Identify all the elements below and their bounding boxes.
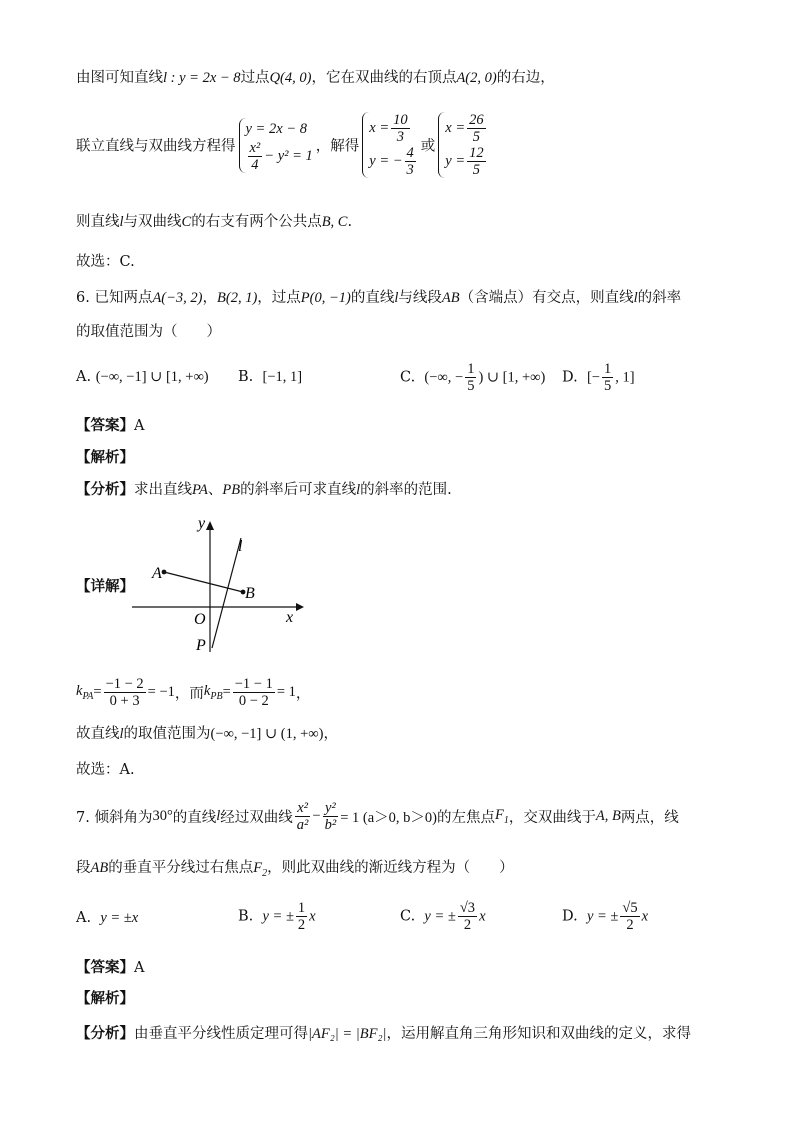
sys-row [369,145,418,178]
text: 的垂直平分线过右焦点 [108,860,254,876]
math: l [119,214,124,230]
val: = −1 [147,684,175,700]
text: 或 [420,138,436,155]
text: 的斜率的范围. [360,482,452,498]
option-text: y = ± [262,908,294,925]
frac-den: 2 [626,917,634,933]
answer-value: A [134,418,145,434]
q6-fenxi [76,480,452,500]
option-text: y = ± [424,908,456,925]
frac-den: 4 [251,156,259,173]
frac-den: 5 [603,378,612,394]
option-text: [− [586,369,600,386]
option-label: A. [76,910,92,926]
q6-jiexi: 【解析】 [76,449,134,466]
math: (−∞, −1] ∪ (1, +∞) [210,726,324,742]
q7-option-d[interactable] [562,900,648,933]
text: 的右边， [496,70,555,86]
math: P(0, −1) [300,290,351,306]
fenxi-tag: 【分析】 [76,481,134,498]
text: 的斜率 [637,290,682,306]
q7-option-b[interactable] [238,900,316,933]
frac-num: x² [249,139,261,156]
eq: = [93,684,102,700]
frac-den: a² [296,817,309,833]
label-b: B [245,585,255,602]
f: F [494,807,504,824]
q7-fenxi [76,1024,691,1044]
q6-answer [76,416,144,436]
text: 过点 [240,70,270,86]
frac-num: √3 [459,900,476,916]
text: ，运用解直角三角形知识和双曲线的定义，求得 [386,1026,691,1042]
q6-option-c[interactable] [400,361,545,394]
math: l [356,482,361,498]
sub: 1 [503,814,509,826]
frac-num: 4 [406,145,414,161]
point-a [162,570,167,575]
text: 联立直线与双曲线方程得 [76,138,236,155]
q7-option-c[interactable] [400,900,486,933]
math: AB [441,290,460,306]
math-line-eq: l : y = 2x − 8 [163,70,241,86]
frac-num: 12 [469,145,484,161]
eq: = [222,684,231,700]
text: ，解得 [315,138,360,155]
math: A(−3, 2) [152,290,203,306]
sol-x: x = [369,119,390,136]
sys-row [369,112,418,145]
text: ， [202,290,218,306]
q6-option-d[interactable] [562,361,635,394]
text: 的左焦点 [436,810,495,826]
option-text: x [479,908,486,925]
text: 由图可知直线 [76,70,163,86]
math: l [633,290,638,306]
q6-stem-line2: 的取值范围为（ ） [76,324,221,340]
text: （含端点）有交点，则直线 [459,290,634,306]
text: ，它在双曲线的右顶点 [311,70,457,86]
q7-jiexi: 【解析】 [76,990,134,1007]
q6-xiangjie: 【详解】 [76,578,134,595]
answer-tag: 【答案】 [76,417,134,434]
frac-num: 26 [469,112,484,128]
q6-option-b[interactable] [238,369,302,386]
option-label: A. [76,369,92,385]
q6-option-a[interactable] [76,369,209,386]
math: l [216,808,221,824]
sub: PB [210,690,223,702]
option-text: (−∞, − [424,369,464,386]
option-text: (−∞, −1] ∪ [1, +∞) [95,369,209,385]
q7-option-a[interactable] [76,910,138,927]
answer-value: A [134,960,145,976]
q6-answer-line: 故选：A. [76,762,135,778]
frac-den: 2 [463,917,472,933]
math: PA [192,482,208,498]
text: ， [323,726,338,742]
sub: PA [82,690,94,702]
line-l [212,538,241,648]
answer-tag: 【答案】 [76,959,134,976]
frac-num: −1 − 2 [105,676,144,692]
text: 则直线 [76,214,120,230]
text: 与线段 [398,290,442,306]
q6-range [76,724,338,744]
option-text: x [641,908,649,925]
sol5-answer: 故选：C. [76,254,135,270]
text: 故直线 [76,726,120,742]
q6-slopes [76,676,310,709]
text: 的直线 [172,810,217,826]
label-l: l [238,538,243,555]
frac-num: −1 − 1 [234,676,273,692]
f: F [253,860,263,876]
frac-den: 2 [297,917,306,933]
equation-system-1 [239,118,313,173]
option-label: D. [562,908,578,925]
option-label: C. [400,369,416,386]
k: k [203,683,211,700]
sol5-line3 [76,212,352,232]
text: 的直线 [350,290,395,306]
math: B(2, 1) [217,290,258,306]
sol-y: y = [445,152,466,169]
text: 经过双曲线 [220,810,293,826]
sys-row [445,145,487,178]
math: B, C [321,214,348,230]
sys-row [246,140,313,173]
math: PB [222,482,241,498]
option-text: , 1] [615,369,635,386]
sys-row: y = 2x − 8 [245,120,307,137]
option-text: [−1, 1] [262,369,303,385]
text: ，过点 [257,290,301,306]
minus: − [312,808,321,824]
q7-stem-line1 [76,800,679,833]
text: ，而 [174,686,204,702]
frac-den: 5 [472,162,481,178]
math: = 1 (a＞0, b＞0) [340,810,437,826]
k: k [76,683,83,700]
option-text: y = ±x [100,910,139,926]
text: 与双曲线 [123,214,182,230]
x-axis-arrow [296,603,304,611]
q7-stem-line2 [76,858,514,884]
option-text: ) ∪ [1, +∞) [478,369,546,386]
frac-num: 10 [393,112,408,128]
option-label: C. [400,908,416,925]
label-o: O [194,611,206,628]
frac-den: 5 [472,129,481,145]
text: ，则此双曲线的渐近线方程为（ ） [267,860,514,876]
text: 求出直线 [134,482,192,498]
sys-row [445,112,487,145]
label-x: x [286,609,294,626]
label-p: P [196,637,206,654]
kpb-symbol [203,683,223,702]
option-text: x [309,908,316,925]
coordinate-graph [128,516,308,658]
frac-den: 0 + 3 [109,693,140,709]
text: ，交双曲线于 [508,810,596,826]
text: 的斜率后可求直线 [240,482,357,498]
fenxi-tag: 【分析】 [76,1025,134,1042]
math: C [181,214,192,230]
text: . [347,214,353,230]
frac-num: 1 [467,361,475,377]
sys-rest: − y² = 1 [264,147,313,164]
frac-den: 3 [396,129,405,145]
text: 由垂直平分线性质定理可得 [134,1026,308,1042]
option-label: B. [238,908,254,925]
math-point-a: A(2, 0) [456,70,497,86]
option-label: D. [562,369,578,386]
math-f2 [253,860,268,879]
math: |AF₂| = |BF₂| [308,1026,387,1042]
frac-num: y² [323,800,339,817]
text: 的右支有两个公共点 [191,214,322,230]
frac-den: b² [324,817,337,833]
label-a: A [152,565,162,582]
sol-y: y = − [369,152,403,169]
option-label: B. [238,369,254,385]
text: 7. 倾斜角为 [76,810,153,826]
math: 30° [152,808,173,824]
solution-system-2 [438,112,487,178]
frac-num: x² [295,800,311,817]
sol-x: x = [445,119,466,136]
math-point-q: Q(4, 0) [269,70,312,86]
math: l [119,726,124,742]
y-axis-arrow [206,521,214,530]
text: ， [295,686,311,702]
text: 的取值范围为 [123,726,211,742]
text: 段 [76,860,91,876]
frac-den: 0 − 2 [238,693,269,709]
frac-num: 1 [603,361,612,377]
text: 两点，线 [620,810,679,826]
q7-answer [76,958,144,978]
sol5-line2 [76,112,491,178]
solution-system-1 [362,112,418,178]
val: = 1 [276,684,296,700]
frac-den: 3 [406,162,414,178]
sub: 2 [262,867,268,879]
kpa-symbol [76,683,94,702]
label-y: y [198,516,206,532]
sol5-line1 [76,68,555,88]
math: AB [90,860,109,876]
math-f1 [494,807,509,826]
math: l [394,290,399,306]
math: A, B [595,808,621,824]
frac-num: 1 [297,900,306,916]
q6-stem-line1 [76,288,681,308]
text: 、 [207,482,223,498]
frac-num: √5 [622,900,638,916]
text: 6. 已知两点 [76,290,153,306]
frac-den: 5 [467,378,475,394]
option-text: y = ± [586,908,619,925]
